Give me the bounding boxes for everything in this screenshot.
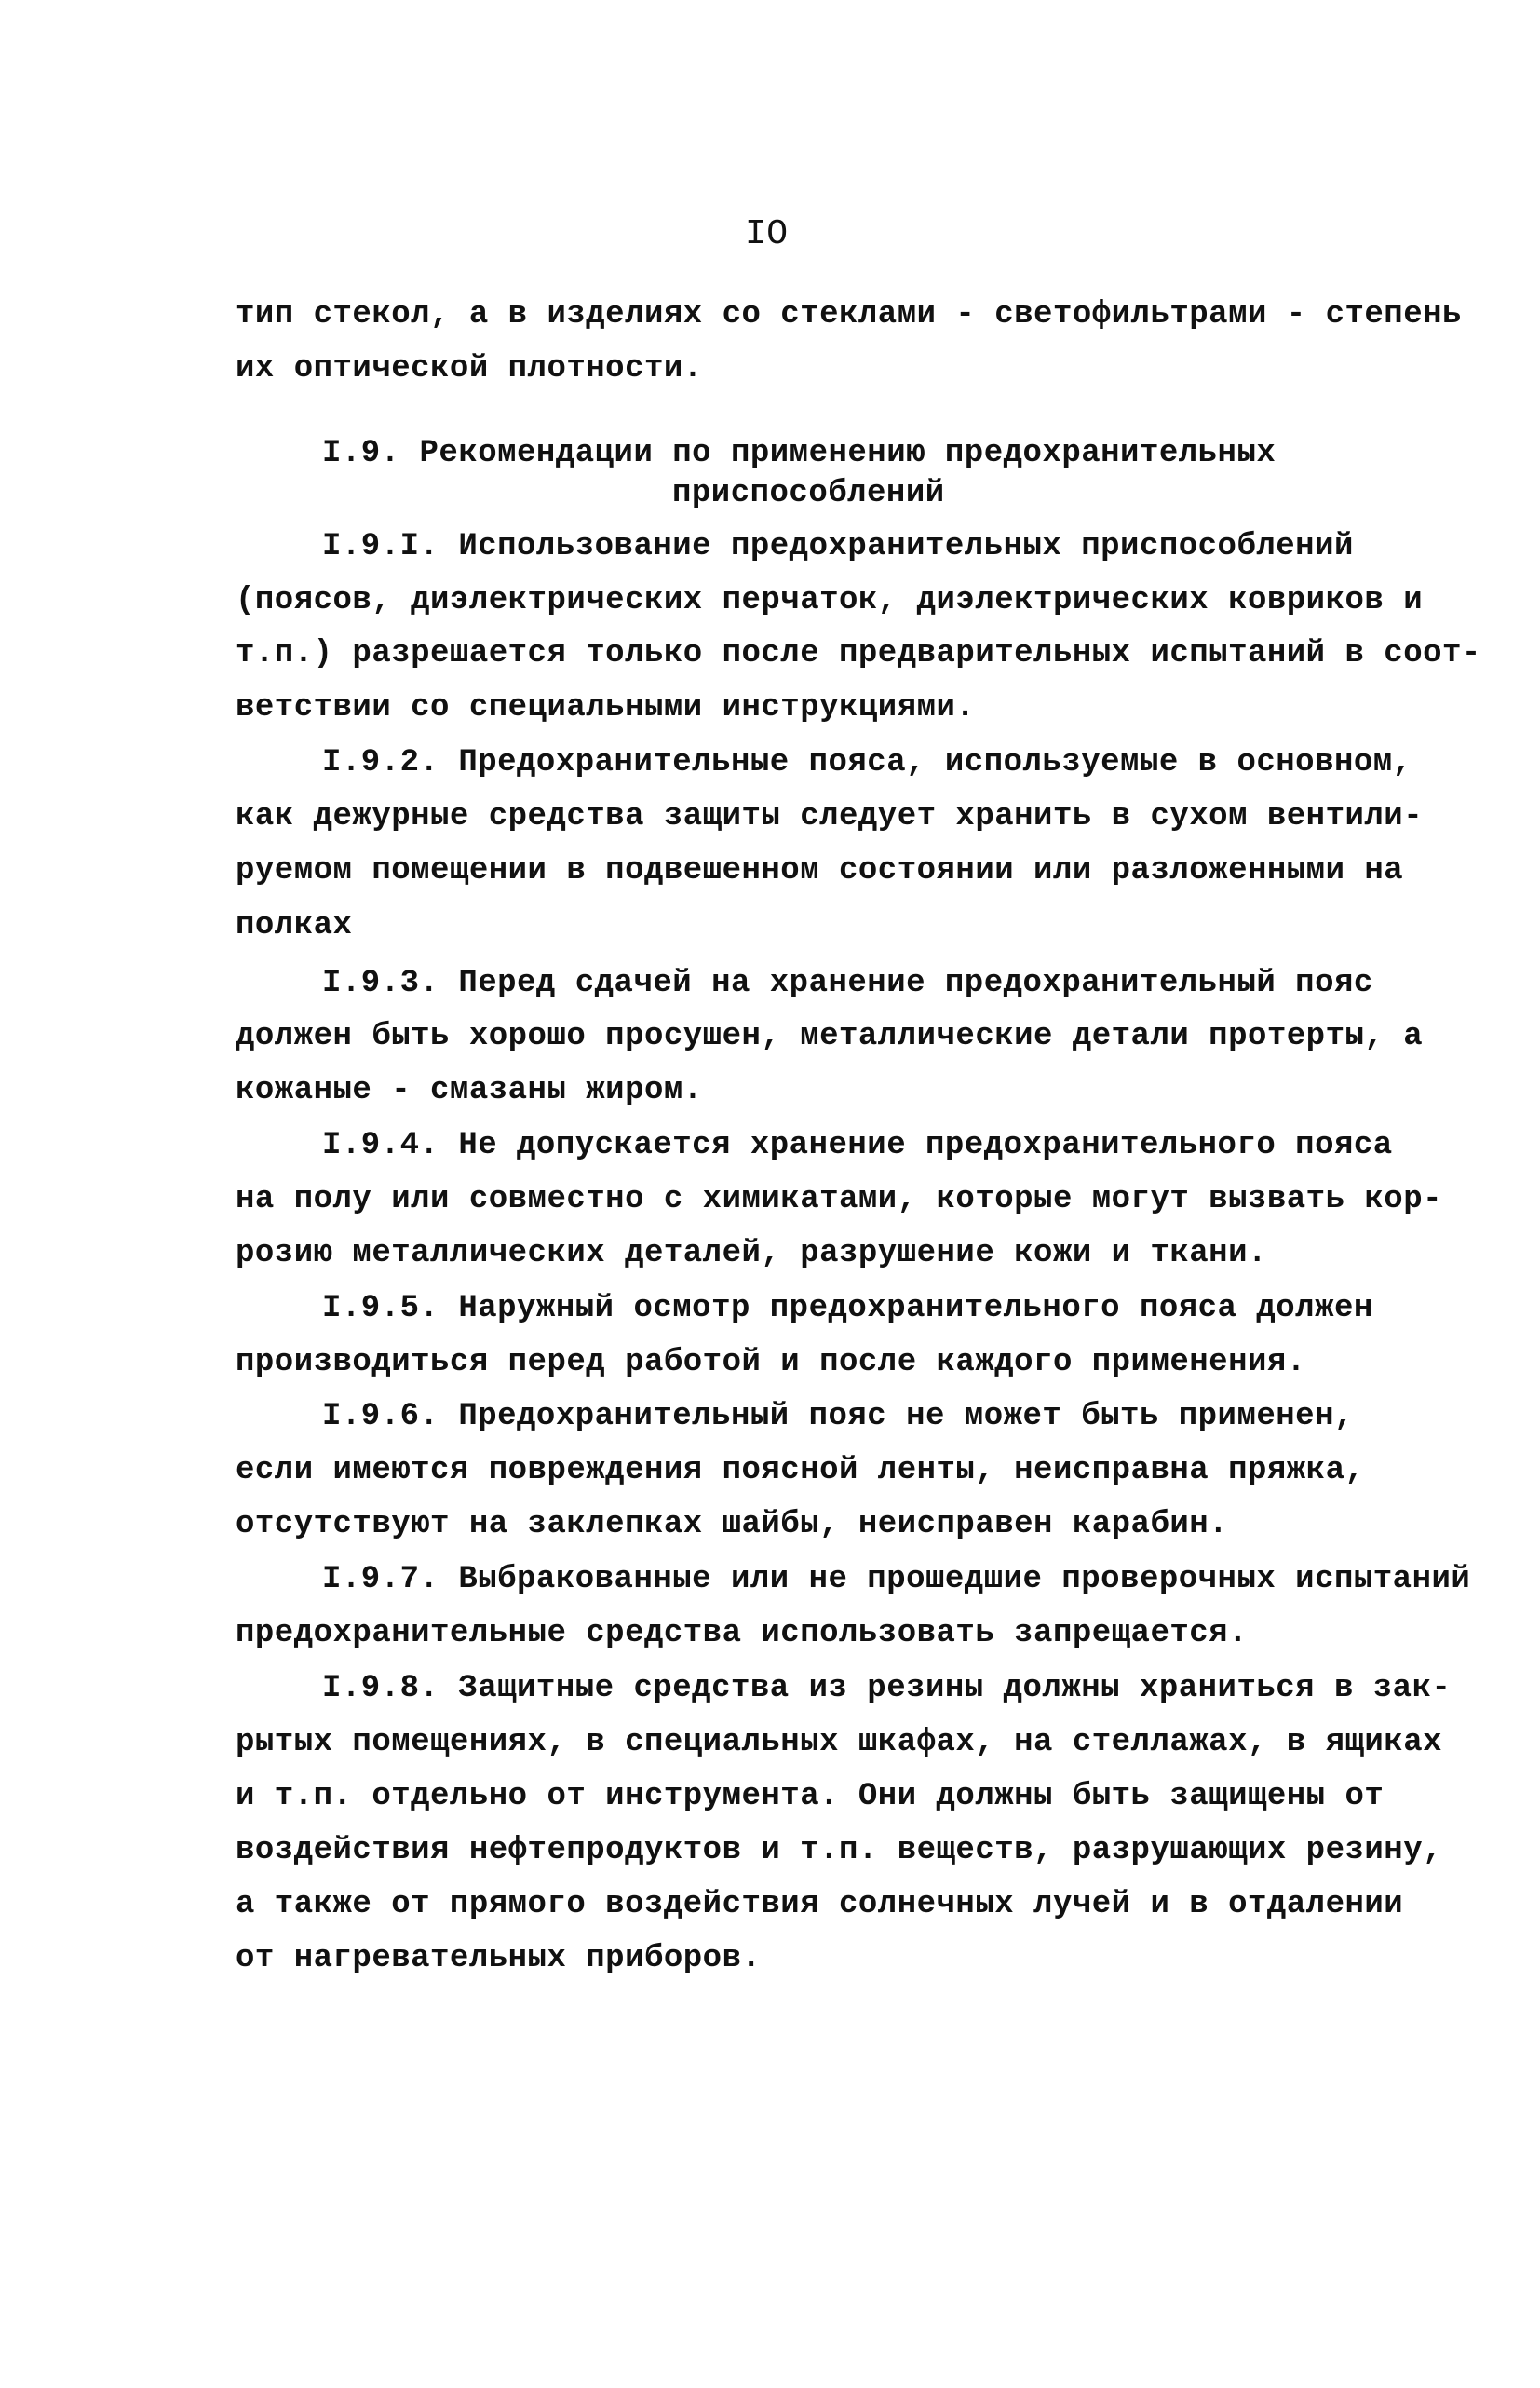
paragraph-1-9-3: I.9.3. Перед сдачей на хранение предохранительный пояс	[322, 966, 1373, 1001]
paragraph-line: полках	[236, 908, 353, 943]
section-heading: I.9. Рекомендации по применению предохранительных	[322, 436, 1277, 471]
paragraph-line: розию металлических деталей, разрушение кожи и ткани.	[236, 1236, 1267, 1271]
paragraph-line: руемом помещении в подвешенном состоянии или разложенными на	[236, 853, 1404, 889]
paragraph-1-9-6: I.9.6. Предохранительный пояс не может быть применен,	[322, 1399, 1354, 1434]
paragraph-1-9-1: I.9.I. Использование предохранительных приспособлений	[322, 529, 1354, 564]
paragraph-line: воздействия нефтепродуктов и т.п. веществ, разрушающих резину,	[236, 1833, 1443, 1868]
paragraph-line: (поясов, диэлектрических перчаток, диэлектрических ковриков и	[236, 583, 1424, 618]
paragraph-line: как дежурные средства защиты следует хранить в сухом вентили-	[236, 799, 1424, 834]
paragraph-1-9-5: I.9.5. Наружный осмотр предохранительного пояса должен	[322, 1291, 1373, 1326]
paragraph-line: рытых помещениях, в специальных шкафах, на стеллажах, в ящиках	[236, 1725, 1443, 1760]
paragraph-line: и т.п. отдельно от инструмента. Они должны быть защищены от	[236, 1779, 1385, 1814]
text-line-continuation: тип стекол, а в изделиях со стеклами - светофильтрами - степень	[236, 297, 1462, 332]
paragraph-1-9-4: I.9.4. Не допускается хранение предохранительного пояса	[322, 1128, 1393, 1163]
paragraph-line: от нагревательных приборов.	[236, 1941, 762, 1976]
section-heading-continued: приспособлений	[672, 476, 945, 511]
text-line-continuation: их оптической плотности.	[236, 351, 703, 387]
paragraph-line: кожаные - смазаны жиром.	[236, 1073, 703, 1108]
paragraph-1-9-7: I.9.7. Выбракованные или не прошедшие проверочных испытаний	[322, 1562, 1471, 1597]
paragraph-1-9-2: I.9.2. Предохранительные пояса, используемые в основном,	[322, 745, 1412, 780]
paragraph-line: на полу или совместно с химикатами, которые могут вызвать кор-	[236, 1182, 1443, 1217]
paragraph-line: отсутствуют на заклепках шайбы, неисправен карабин.	[236, 1507, 1229, 1542]
paragraph-line: предохранительные средства использовать запрещается.	[236, 1616, 1248, 1651]
page-number: IO	[745, 214, 789, 254]
paragraph-line: должен быть хорошо просушен, металлические детали протерты, а	[236, 1019, 1424, 1054]
paragraph-line: а также от прямого воздействия солнечных лучей и в отдалении	[236, 1887, 1404, 1922]
paragraph-line: т.п.) разрешается только после предварительных испытаний в соот-	[236, 636, 1481, 672]
paragraph-line: ветствии со специальными инструкциями.	[236, 690, 976, 726]
paragraph-line: если имеются повреждения поясной ленты, неисправна пряжка,	[236, 1453, 1365, 1488]
paragraph-line: производиться перед работой и после каждого применения.	[236, 1345, 1306, 1380]
paragraph-1-9-8: I.9.8. Защитные средства из резины должны храниться в зак-	[322, 1671, 1452, 1706]
